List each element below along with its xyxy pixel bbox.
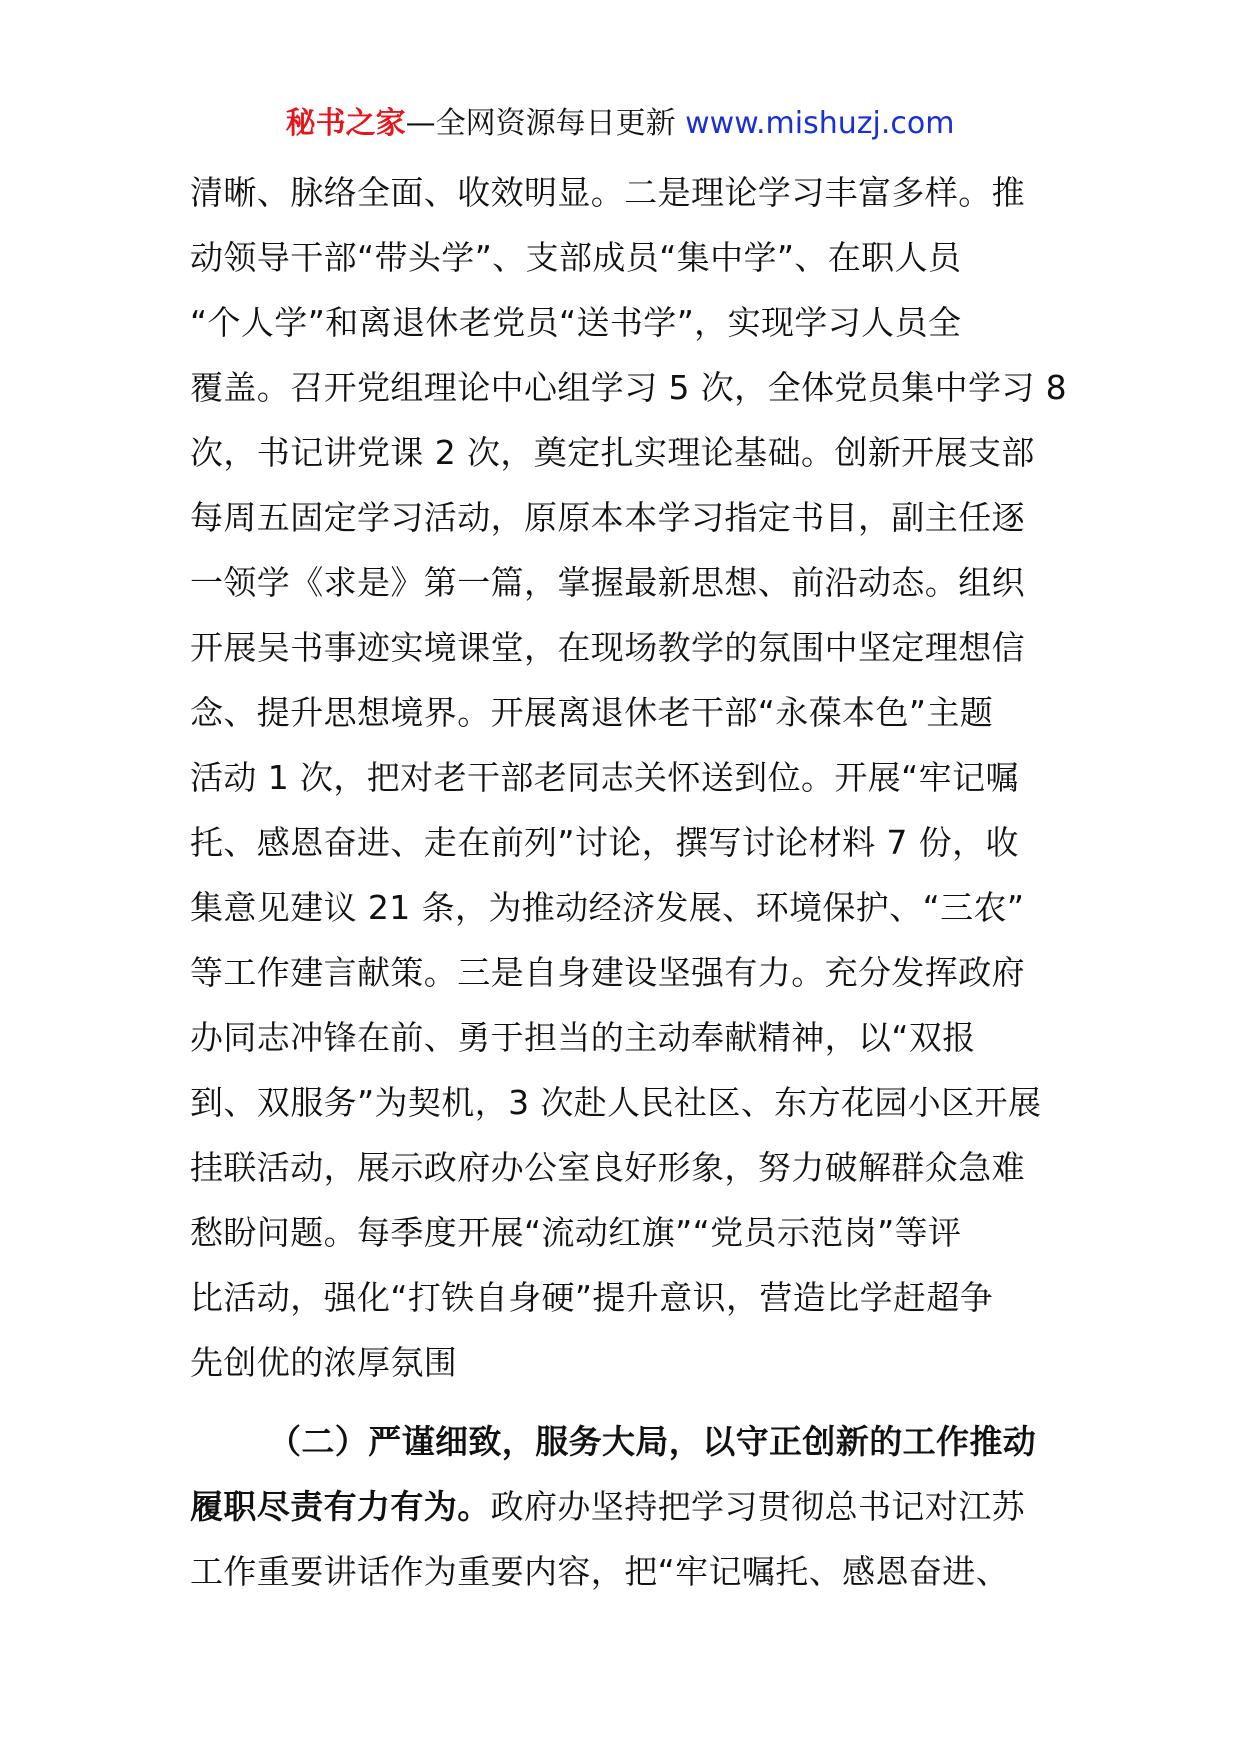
paragraph-line — [190, 1474, 1060, 1539]
section-heading-continued: 履职尽责有力有为。 — [190, 1487, 491, 1526]
header-brand: 秘书之家 — [285, 106, 406, 141]
paragraph-line: 念、提升思想境界。开展离退休老干部“永葆本色”主题 — [190, 693, 994, 732]
paragraph-line: 开展吴书事迹实境课堂，在现场教学的氛围中坚定理想信 — [190, 628, 1025, 667]
paragraph-line: 到、双服务”为契机，3 次赴人民社区、东方花园小区开展 — [190, 1083, 1042, 1122]
paragraph-2 — [190, 1409, 1060, 1604]
paragraph-line: 集意见建议 21 条，为推动经济发展、环境保护、“三农” — [190, 888, 1025, 927]
paragraph-line: 一领学《求是》第一篇，掌握最新思想、前沿动态。组织 — [190, 563, 1025, 602]
header-tagline: —全网资源每日更新 — [405, 106, 686, 141]
document-header — [0, 102, 1240, 146]
paragraph-line: 办同志冲锋在前、勇于担当的主动奉献精神，以“双报 — [190, 1018, 976, 1057]
paragraph-line: 等工作建言献策。三是自身建设坚强有力。充分发挥政府 — [190, 953, 1025, 992]
paragraph-line: 每周五固定学习活动，原原本本学习指定书目，副主任逐 — [190, 498, 1025, 537]
paragraph-line-text: 政府办坚持把学习贯彻总书记对江苏 — [490, 1487, 1026, 1526]
paragraph-line: 愁盼问题。每季度开展“流动红旗”“党员示范岗”等评 — [190, 1213, 962, 1252]
paragraph-line: 覆盖。召开党组理论中心组学习 5 次，全体党员集中学习 8 — [190, 368, 1068, 407]
paragraph-line: 比活动，强化“打铁自身硬”提升意识，营造比学赶超争 — [190, 1278, 994, 1317]
paragraph-line: 次，书记讲党课 2 次，奠定扎实理论基础。创新开展支部 — [190, 433, 1035, 472]
paragraph-line: 挂联活动，展示政府办公室良好形象，努力破解群众急难 — [190, 1148, 1025, 1187]
paragraph-line: 动领导干部“带头学”、支部成员“集中学”、在职人员 — [190, 238, 962, 277]
paragraph-1 — [190, 160, 1068, 1395]
paragraph-line: 先创优的浓厚氛围 — [190, 1343, 458, 1382]
section-heading: （二）严谨细致，服务大局，以守正创新的工作推动 — [268, 1422, 1037, 1461]
document-body — [190, 160, 1068, 1604]
paragraph-line: “个人学”和离退休老党员“送书学”，实现学习人员全 — [190, 303, 962, 342]
paragraph-line: 托、感恩奋进、走在前列”讨论，撰写讨论材料 7 份，收 — [190, 823, 1019, 862]
paragraph-line: 工作重要讲话作为重要内容，把“牢记嘱托、感恩奋进、 — [190, 1552, 1010, 1591]
paragraph-line: 活动 1 次，把对老干部老同志关怀送到位。开展“牢记嘱 — [190, 758, 1019, 797]
header-url-link[interactable]: www.mishuzj.com — [685, 106, 955, 141]
paragraph-line: 清晰、脉络全面、收效明显。二是理论学习丰富多样。推 — [190, 173, 1025, 212]
